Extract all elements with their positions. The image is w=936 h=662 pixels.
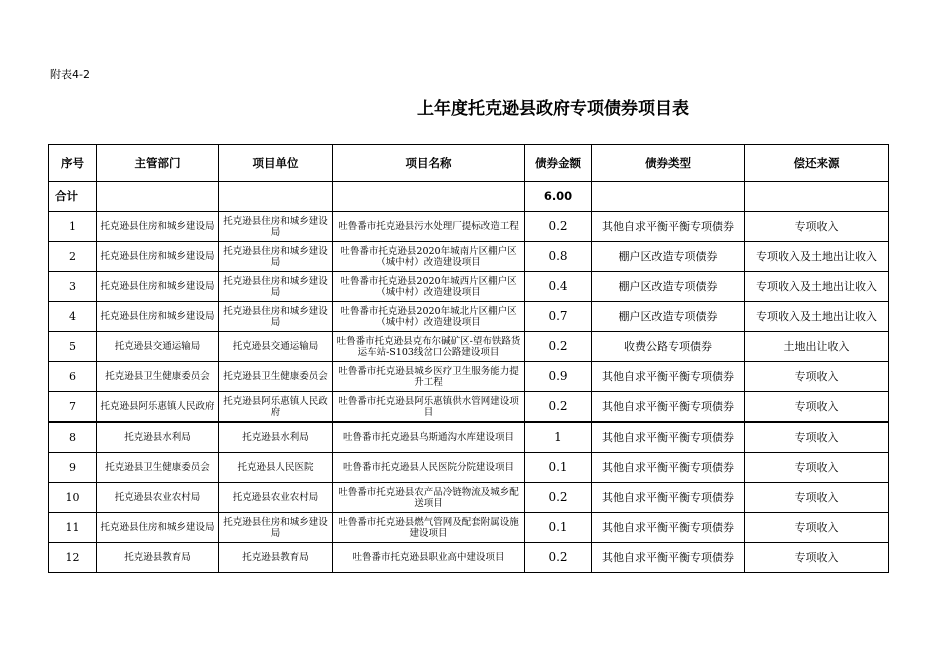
cell-name: 吐鲁番市托克逊县污水处理厂提标改造工程: [333, 212, 525, 242]
cell-seq: 6: [49, 362, 97, 392]
cell-seq: 10: [49, 483, 97, 513]
cell-seq: 8: [49, 422, 97, 453]
cell-seq: 3: [49, 272, 97, 302]
cell-seq: 9: [49, 453, 97, 483]
total-name: [333, 182, 525, 212]
cell-source: 专项收入: [745, 212, 889, 242]
cell-dept: 托克逊县阿乐惠镇人民政府: [97, 392, 219, 423]
cell-source: 专项收入: [745, 513, 889, 543]
header-source: 偿还来源: [745, 145, 889, 182]
cell-dept: 托克逊县水利局: [97, 422, 219, 453]
cell-source: 专项收入: [745, 362, 889, 392]
cell-name: 吐鲁番市托克逊县职业高中建设项目: [333, 543, 525, 573]
cell-unit: 托克逊县人民医院: [219, 453, 333, 483]
cell-amount: 0.2: [525, 332, 592, 362]
cell-source: 专项收入及土地出让收入: [745, 242, 889, 272]
cell-unit: 托克逊县阿乐惠镇人民政府: [219, 392, 333, 423]
cell-dept: 托克逊县交通运输局: [97, 332, 219, 362]
cell-seq: 11: [49, 513, 97, 543]
table-row: [49, 272, 889, 302]
cell-seq: 2: [49, 242, 97, 272]
cell-amount: 0.8: [525, 242, 592, 272]
header-amount: 债券金额: [525, 145, 592, 182]
cell-type: 其他自求平衡平衡专项债券: [592, 362, 745, 392]
cell-amount: 1: [525, 422, 592, 453]
cell-dept: 托克逊县住房和城乡建设局: [97, 302, 219, 332]
cell-name: 吐鲁番市托克逊县阿乐惠镇供水管网建设项目: [333, 392, 525, 423]
cell-unit: 托克逊县住房和城乡建设局: [219, 302, 333, 332]
table-row: [49, 392, 889, 423]
table-row: [49, 422, 889, 453]
cell-dept: 托克逊县卫生健康委员会: [97, 453, 219, 483]
cell-amount: 0.7: [525, 302, 592, 332]
cell-type: 棚户区改造专项债券: [592, 272, 745, 302]
header-name: 项目名称: [333, 145, 525, 182]
cell-source: 专项收入: [745, 453, 889, 483]
cell-source: 专项收入及土地出让收入: [745, 302, 889, 332]
cell-type: 其他自求平衡平衡专项债券: [592, 422, 745, 453]
total-label: 合计: [49, 182, 97, 212]
cell-name: 吐鲁番市托克逊县2020年城南片区棚户区（城中村）改造建设项目: [333, 242, 525, 272]
cell-unit: 托克逊县农业农村局: [219, 483, 333, 513]
cell-type: 其他自求平衡平衡专项债券: [592, 543, 745, 573]
cell-unit: 托克逊县住房和城乡建设局: [219, 272, 333, 302]
total-source: [745, 182, 889, 212]
table-row: [49, 212, 889, 242]
cell-unit: 托克逊县卫生健康委员会: [219, 362, 333, 392]
cell-unit: 托克逊县交通运输局: [219, 332, 333, 362]
cell-source: 专项收入及土地出让收入: [745, 272, 889, 302]
table-row: [49, 543, 889, 573]
cell-amount: 0.2: [525, 212, 592, 242]
cell-name: 吐鲁番市托克逊县克布尔碱矿区-望布铁路货运车站-S103线岔口公路建设项目: [333, 332, 525, 362]
document-label: 附表4-2: [50, 68, 90, 81]
cell-dept: 托克逊县住房和城乡建设局: [97, 272, 219, 302]
table-row: [49, 302, 889, 332]
cell-amount: 0.2: [525, 392, 592, 423]
cell-type: 其他自求平衡平衡专项债券: [592, 483, 745, 513]
table-row: [49, 483, 889, 513]
cell-amount: 0.9: [525, 362, 592, 392]
total-type: [592, 182, 745, 212]
cell-name: 吐鲁番市托克逊县人民医院分院建设项目: [333, 453, 525, 483]
cell-amount: 0.4: [525, 272, 592, 302]
cell-seq: 1: [49, 212, 97, 242]
cell-seq: 7: [49, 392, 97, 423]
cell-source: 专项收入: [745, 392, 889, 423]
cell-amount: 0.1: [525, 513, 592, 543]
table-row: [49, 332, 889, 362]
cell-name: 吐鲁番市托克逊县2020年城西片区棚户区（城中村）改造建设项目: [333, 272, 525, 302]
cell-type: 收费公路专项债券: [592, 332, 745, 362]
cell-type: 其他自求平衡平衡专项债券: [592, 513, 745, 543]
cell-source: 专项收入: [745, 543, 889, 573]
cell-amount: 0.2: [525, 483, 592, 513]
cell-unit: 托克逊县水利局: [219, 422, 333, 453]
cell-source: 专项收入: [745, 483, 889, 513]
total-row: [49, 182, 889, 212]
cell-seq: 4: [49, 302, 97, 332]
cell-name: 吐鲁番市托克逊县农产品冷链物流及城乡配送项目: [333, 483, 525, 513]
header-unit: 项目单位: [219, 145, 333, 182]
total-amount: 6.00: [525, 182, 592, 212]
page-title: 上年度托克逊县政府专项债券项目表: [417, 99, 689, 119]
cell-dept: 托克逊县卫生健康委员会: [97, 362, 219, 392]
cell-name: 吐鲁番市托克逊县乌斯通沟水库建设项目: [333, 422, 525, 453]
bond-project-table: [48, 144, 889, 573]
table-row: [49, 513, 889, 543]
cell-name: 吐鲁番市托克逊县燃气管网及配套附属设施建设项目: [333, 513, 525, 543]
cell-source: 土地出让收入: [745, 332, 889, 362]
table-header-row: [49, 145, 889, 182]
cell-unit: 托克逊县住房和城乡建设局: [219, 242, 333, 272]
cell-type: 其他自求平衡平衡专项债券: [592, 212, 745, 242]
cell-type: 其他自求平衡平衡专项债券: [592, 392, 745, 423]
cell-dept: 托克逊县住房和城乡建设局: [97, 513, 219, 543]
cell-type: 棚户区改造专项债券: [592, 302, 745, 332]
cell-unit: 托克逊县住房和城乡建设局: [219, 513, 333, 543]
cell-name: 吐鲁番市托克逊县2020年城北片区棚户区（城中村）改造建设项目: [333, 302, 525, 332]
total-unit: [219, 182, 333, 212]
cell-type: 其他自求平衡平衡专项债券: [592, 453, 745, 483]
cell-amount: 0.2: [525, 543, 592, 573]
total-dept: [97, 182, 219, 212]
table-row: [49, 242, 889, 272]
cell-dept: 托克逊县农业农村局: [97, 483, 219, 513]
cell-amount: 0.1: [525, 453, 592, 483]
cell-seq: 12: [49, 543, 97, 573]
cell-seq: 5: [49, 332, 97, 362]
cell-unit: 托克逊县教育局: [219, 543, 333, 573]
cell-type: 棚户区改造专项债券: [592, 242, 745, 272]
cell-dept: 托克逊县住房和城乡建设局: [97, 212, 219, 242]
table-row: [49, 453, 889, 483]
cell-dept: 托克逊县住房和城乡建设局: [97, 242, 219, 272]
header-seq: 序号: [49, 145, 97, 182]
cell-name: 吐鲁番市托克逊县城乡医疗卫生服务能力提升工程: [333, 362, 525, 392]
table-row: [49, 362, 889, 392]
cell-unit: 托克逊县住房和城乡建设局: [219, 212, 333, 242]
cell-source: 专项收入: [745, 422, 889, 453]
header-dept: 主管部门: [97, 145, 219, 182]
header-type: 债券类型: [592, 145, 745, 182]
cell-dept: 托克逊县教育局: [97, 543, 219, 573]
